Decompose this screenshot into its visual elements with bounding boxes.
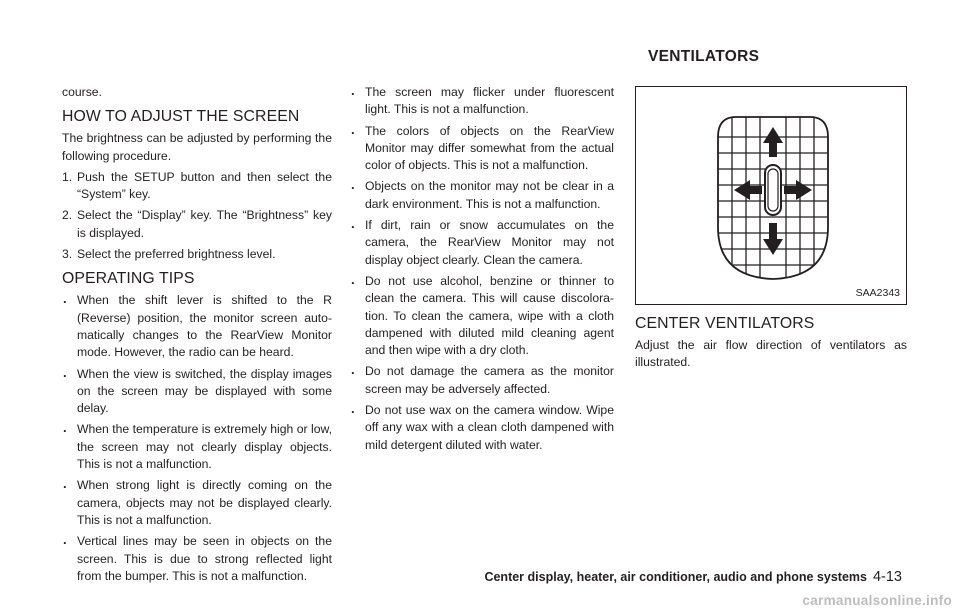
bullet: . <box>63 291 67 307</box>
tip-text: If dirt, rain or snow accumulates on the camera, the RearView Monitor may not display object clearly. Clean the camera. <box>365 218 614 267</box>
list-item <box>62 169 332 204</box>
list-item <box>350 123 614 175</box>
operating-tips-list-continued <box>350 84 614 454</box>
list-item <box>62 421 332 473</box>
bullet: . <box>351 83 355 98</box>
step-number: 1. <box>62 169 73 184</box>
page-number: 4-13 <box>872 569 902 585</box>
tip-text: Do not damage the camera as the monitor screen may be adversely affected. <box>365 364 614 396</box>
tip-text: Do not use wax on the camera window. Wipe off any wax with a clean cloth dampened with mild detergent diluted with water. <box>365 403 614 452</box>
list-item <box>350 273 614 359</box>
list-item <box>350 363 614 398</box>
arrow-up-icon <box>769 141 777 157</box>
arrow-right-icon <box>784 186 798 194</box>
tip-text: When the view is switched, the display images on the screen may be displayed with some delay. <box>77 366 332 416</box>
chapter-title: Center display, heater, air conditioner, audio and phone systems <box>484 570 867 584</box>
list-item <box>62 207 332 242</box>
section-title: VENTILATORS <box>648 48 760 65</box>
arrow-up-icon <box>763 127 783 143</box>
tip-text: The colors of objects on the RearView Monitor may differ somewhat from the actual color of objects. This is not a malfunction. <box>365 123 614 173</box>
list-item <box>62 477 332 529</box>
list-item <box>350 178 614 213</box>
step-text: Push the SETUP button and then select the “System” key. <box>77 169 332 202</box>
center-ventilators-text: Adjust the air flow direction of ventilators as illustrated. <box>635 338 907 370</box>
list-item <box>350 402 614 454</box>
arrow-left-icon <box>734 180 750 200</box>
bullet: . <box>351 177 355 193</box>
list-item <box>350 217 614 269</box>
column-middle <box>350 84 614 458</box>
operating-tips-list <box>62 292 332 585</box>
list-item <box>62 246 332 263</box>
arrow-down-icon <box>769 223 777 241</box>
tip-text: Objects on the monitor may not be clear in a dark environment. This is not a malfunction. <box>365 179 614 211</box>
bullet: . <box>63 420 67 436</box>
bullet: . <box>351 401 355 417</box>
step-text: Select the preferred brightness level. <box>77 247 276 262</box>
step-text: Select the “Display” key. The “Brightness” key is displayed. <box>77 208 332 240</box>
tip-text: When the shift lever is shifted to the R (Reverse) position, the monitor screen auto-matically changes to the RearView Monitor mode. However, the radio can be heard. <box>77 293 332 360</box>
center-ventilators-heading: CENTER VENTILATORS <box>635 315 815 332</box>
watermark: carmanualsonline.info <box>802 593 952 608</box>
bullet: . <box>351 121 355 137</box>
figure-code: SAA2343 <box>855 287 900 299</box>
adjust-screen-heading: HOW TO ADJUST THE SCREEN <box>62 108 300 126</box>
step-number: 3. <box>62 247 73 262</box>
tip-text: Vertical lines may be seen in objects on the screen. This is due to strong reflected light from the bumper. This is not a malfunction. <box>77 534 332 583</box>
tip-text: Do not use alcohol, benzine or thinner to clean the camera. This will cause discolora-tion. To clean the camera, wipe with a cloth dampened with diluted mild cleaning agent and then wipe with a dry cloth. <box>365 273 614 358</box>
bullet: . <box>63 364 67 380</box>
list-item <box>62 533 332 585</box>
bullet: . <box>63 532 67 548</box>
ventilator-figure <box>635 86 907 305</box>
list-item <box>62 292 332 361</box>
arrow-right-icon <box>796 180 812 200</box>
intro-text: course. <box>62 85 102 99</box>
bullet: . <box>63 476 67 492</box>
list-item <box>62 366 332 418</box>
list-item <box>350 84 614 119</box>
tip-text: The screen may flicker under fluorescent light. This is not a malfunction. <box>365 85 614 117</box>
operating-tips-heading: OPERATING TIPS <box>62 270 195 288</box>
tip-text: When strong light is directly coming on the camera, objects may not be displayed clearly. This is not a malfunction. <box>77 478 332 527</box>
page-footer <box>484 569 902 585</box>
bullet: . <box>351 362 355 378</box>
bullet: . <box>351 216 355 232</box>
adjust-screen-text: The brightness can be adjusted by performing the following procedure. <box>62 131 332 163</box>
adjust-steps-list <box>62 169 332 263</box>
arrow-down-icon <box>763 239 783 255</box>
center-ventilator-illustration <box>636 87 908 306</box>
bullet: . <box>351 271 355 287</box>
column-left <box>62 84 332 589</box>
column-right <box>635 86 907 372</box>
step-number: 2. <box>62 208 73 223</box>
arrow-left-icon <box>748 186 762 194</box>
tip-text: When the temperature is extremely high or low, the screen may not clearly display objects. This is not a malfunction. <box>77 422 332 472</box>
